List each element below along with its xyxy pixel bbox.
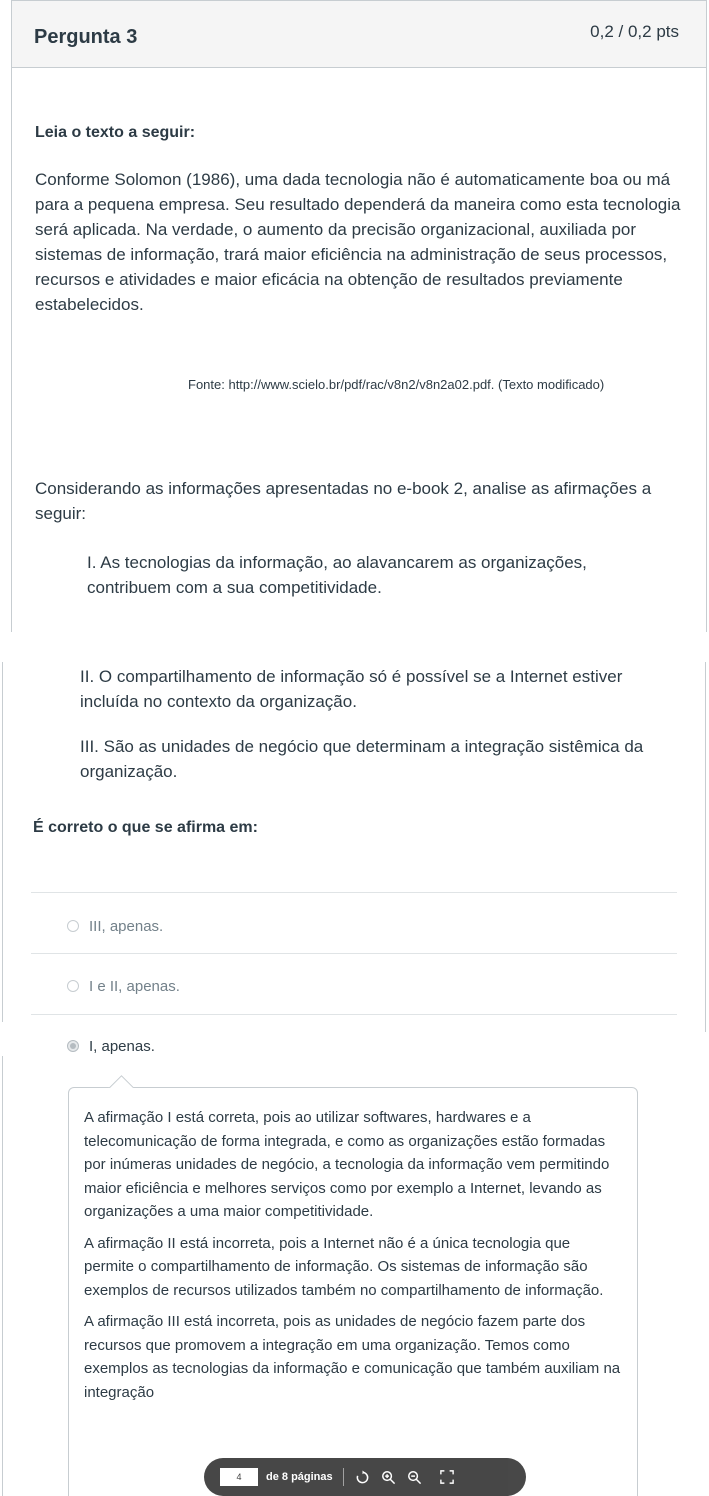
- question-prompt: É correto o que se afirma em:: [33, 819, 258, 836]
- question-considering: Considerando as informações apresentadas no e-book 2, analise as afirmações a seguir:: [35, 479, 652, 523]
- zoom-in-icon[interactable]: [376, 1470, 402, 1485]
- screenshot-gap: [0, 632, 709, 662]
- fullscreen-icon[interactable]: [434, 1470, 460, 1484]
- card-border-right: [705, 662, 706, 1032]
- feedback-caret: [108, 1068, 134, 1088]
- answer-option-2[interactable]: [67, 975, 180, 997]
- question-source: Fonte: http://www.scielo.br/pdf/rac/v8n2/v8n2a02.pdf. (Texto modificado): [188, 377, 605, 392]
- statement-3: III. São as unidades de negócio que determinam a integração sistêmica da organização.: [80, 737, 644, 781]
- answer-divider: [31, 953, 677, 954]
- statement-1: I. As tecnologias da informação, ao alavancarem as organizações, contribuem com a sua competitividade.: [87, 553, 587, 597]
- radio-button[interactable]: [67, 920, 79, 932]
- zoom-out-icon[interactable]: [402, 1470, 428, 1485]
- question-text: Conforme Solomon (1986), uma dada tecnologia não é automaticamente boa ou má para a pequena empresa. Seu resultado dependerá da maneira como esta tecnologia será aplicada. Na verdade, o aumento da precisão organizacional, auxiliada por sistemas de informação, trará maior eficiência na administração de seus processos, recursos e atividades e maior eficácia na obtenção de resultados previamente estabelecidos.: [35, 170, 681, 314]
- answer-label: I, apenas.: [89, 1037, 155, 1055]
- question-intro: Leia o texto a seguir:: [35, 124, 196, 141]
- question-points: 0,2 / 0,2 pts: [590, 22, 679, 41]
- answer-option-1[interactable]: [67, 915, 163, 937]
- card-border-left-lower: [2, 1056, 3, 1496]
- radio-button[interactable]: [67, 980, 79, 992]
- feedback-text: [84, 1106, 624, 1404]
- rotate-icon[interactable]: [350, 1470, 376, 1485]
- answer-divider: [31, 892, 677, 893]
- toolbar-divider: [343, 1468, 344, 1486]
- question-continuation: [0, 662, 709, 1496]
- statement-2: II. O compartilhamento de informação só é possível se a Internet estiver incluída no contexto da organização.: [80, 667, 623, 711]
- question-header: [12, 0, 706, 68]
- pages-label: de 8 páginas: [266, 1471, 333, 1483]
- pdf-toolbar: [204, 1458, 526, 1496]
- answer-label: I e II, apenas.: [89, 977, 180, 995]
- answer-label: III, apenas.: [89, 917, 164, 935]
- answer-option-3-selected[interactable]: [67, 1035, 155, 1057]
- question-card: [11, 0, 707, 632]
- radio-button-checked[interactable]: [67, 1040, 79, 1052]
- page-number-input[interactable]: [220, 1468, 258, 1486]
- card-border-left: [2, 662, 3, 1022]
- answer-divider: [31, 1014, 677, 1015]
- question-title: Pergunta 3: [34, 26, 138, 48]
- feedback-paragraph-2: A afirmação II está incorreta, pois a Internet não é a única tecnologia que permite o compartilhamento de informação. Os sistemas de informação são exemplos de recursos utilizados também no compartilhamento de informação.: [84, 1234, 604, 1299]
- answer-feedback: [68, 1087, 638, 1496]
- feedback-paragraph-1: A afirmação I está correta, pois ao utilizar softwares, hardwares e a telecomunicação de forma integrada, e como as organizações estão formadas por inúmeras unidades de negócio, a tecnologia da informação vem permitindo maior eficiência e melhores serviços como por exemplo a Internet, levando as organizações a uma maior competitividade.: [84, 1109, 610, 1220]
- feedback-paragraph-3: A afirmação III está incorreta, pois as unidades de negócio fazem parte dos recursos que promovem a integração em uma organização. Temos como exemplos as tecnologias da informação e comunicação que também auxiliam na integração: [84, 1313, 621, 1401]
